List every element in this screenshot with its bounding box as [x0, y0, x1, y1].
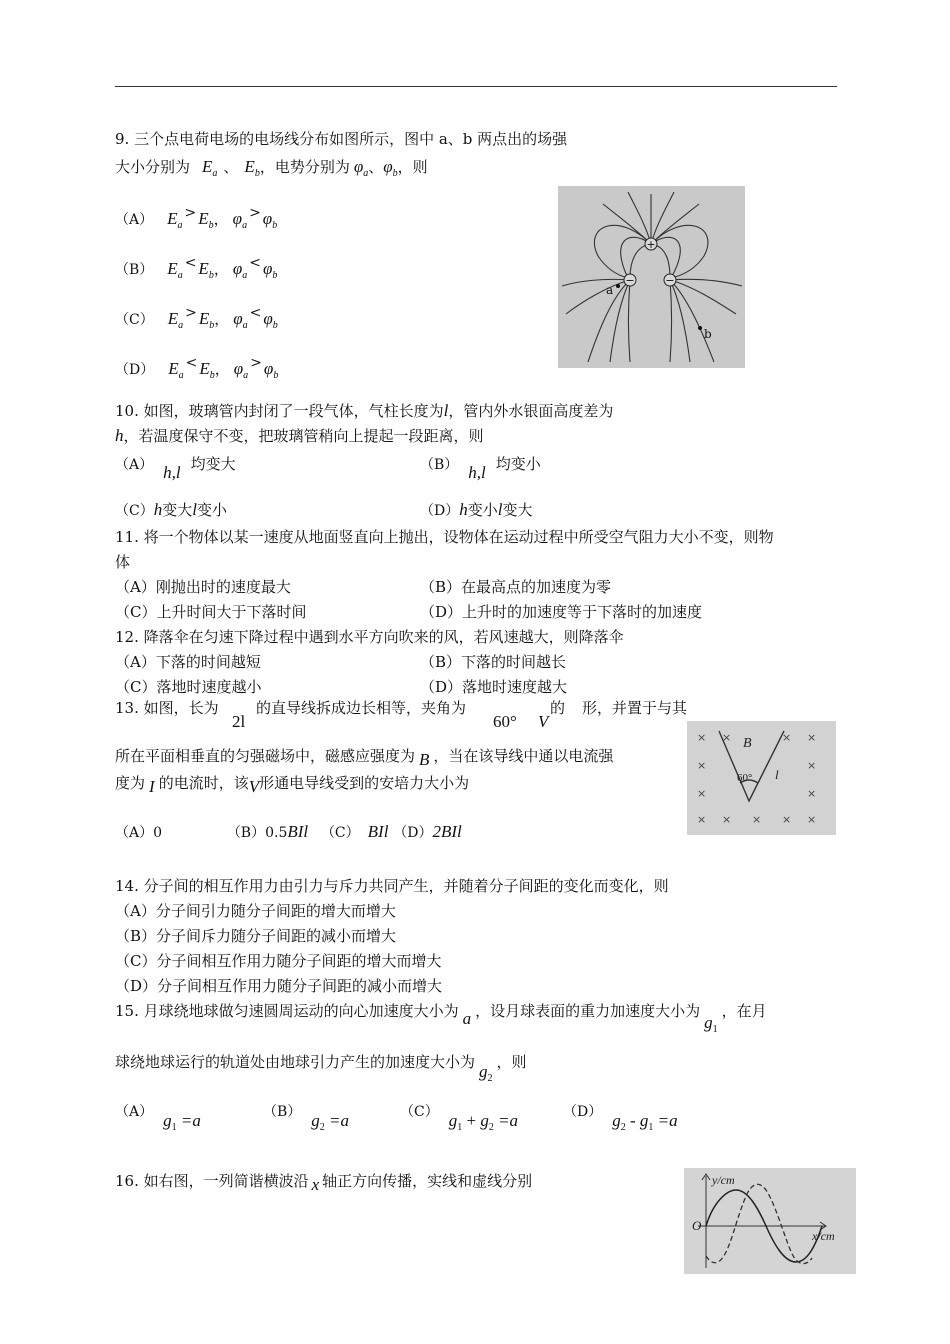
field-b-label: B	[743, 736, 752, 751]
q13-text-a: 13. 如图，长为	[115, 699, 219, 717]
q15-option-d: （D） $g_2 - g_1 =a$	[563, 1104, 678, 1133]
q14-option-d: （D）分子间相互作用力随分子间距的减小而增大	[115, 977, 443, 995]
q13-options: （A）0 （B）0.5BIl （C） BIl （D）2BIl	[115, 822, 462, 841]
q12-option-c: （C）落地时速度越小	[115, 678, 262, 696]
q13-v-symbol: V	[538, 712, 549, 731]
q15-option-a: （A） $g_1 =a$	[115, 1104, 201, 1133]
q16-line1: 16. 如右图，一列简谐横波沿 x 轴正方向传播，实线和虚线分别	[115, 1172, 533, 1194]
q11-option-d: （D）上升时的加速度等于下落时的加速度	[420, 603, 703, 621]
origin-label: O	[692, 1218, 702, 1233]
cross-mark: ×	[782, 813, 792, 826]
q13-line2: 所在平面相垂直的匀强磁场中，磁感应强度为 B ，当在该导线中通以电流强	[115, 747, 614, 769]
q12-line1: 12. 降落伞在匀速下降过程中遇到水平方向吹来的风，若风速越大，则降落伞	[115, 628, 624, 646]
q13-length-symbol: 2l	[232, 712, 246, 731]
q11-line1: 11. 将一个物体以某一速度从地面竖直向上抛出，设物体在运动过程中所受空气阻力大小不变，则物	[115, 528, 774, 546]
header-rule	[115, 86, 837, 87]
q15-line2: 球绕地球运行的轨道处由地球引力产生的加速度大小为 $g_2$，则	[115, 1053, 527, 1084]
q13-text-c: 的	[550, 699, 566, 717]
q11-option-b: （B）在最高点的加速度为零	[420, 578, 612, 596]
v-wire-figure	[687, 721, 836, 835]
wave-figure	[684, 1168, 856, 1274]
q10-option-a: （A） h,l 均变大	[115, 455, 236, 482]
q9-option-a: （A） $E_a> E_b$， $\varphi_a> \varphi_b$	[115, 205, 278, 231]
cross-mark: ×	[807, 787, 817, 800]
positive-charge-label: +	[646, 238, 656, 251]
q13-text-d: 形，并置于与其	[582, 699, 688, 717]
cross-mark: ×	[722, 813, 732, 826]
q14-option-a: （A）分子间引力随分子间距的增大而增大	[115, 902, 396, 920]
x-axis-label: x/cm	[812, 1229, 835, 1243]
cross-mark: ×	[697, 813, 707, 826]
q10-option-d: （D）h变小l变大	[420, 500, 533, 519]
point-b-label: b	[704, 327, 712, 341]
q13-line3: 度为 I 的电流时，该V形通电导线受到的安培力大小为	[115, 774, 470, 796]
cross-mark: ×	[807, 731, 817, 744]
q14-option-c: （C）分子间相互作用力随分子间距的增大而增大	[115, 952, 442, 970]
q9-line1: 9. 三个点电荷电场的电场线分布如图所示，图中 a、b 两点出的场强	[115, 130, 568, 148]
q11-option-a: （A）刚抛出时的速度最大	[115, 578, 291, 596]
q12-option-a: （A）下落的时间越短	[115, 653, 261, 671]
length-l-label: l	[775, 767, 779, 782]
y-axis-label: y/cm	[712, 1173, 735, 1187]
q9-option-c: （C） $E_a> E_b$， $\varphi_a< \varphi_b$	[115, 305, 278, 331]
q9-line2: 大小分别为 $E_a$ 、 $E_b$，电势分别为 $\varphi_a$、$\varphi_b$，则	[115, 157, 428, 179]
cross-mark: ×	[722, 731, 732, 744]
q13-angle-symbol: 60°	[493, 712, 517, 731]
q10-option-c: （C）h变大l变小	[115, 500, 227, 519]
q12-option-b: （B）下落的时间越长	[420, 653, 567, 671]
q10-option-b: （B） h,l 均变小	[420, 455, 541, 482]
negative-charge-left-label: −	[625, 274, 635, 287]
q15-line1: 15. 月球绕地球做匀速圆周运动的向心加速度大小为 a ，设月球表面的重力加速度大小为$g_1$，在月	[115, 1002, 767, 1035]
cross-mark: ×	[697, 731, 707, 744]
cross-mark: ×	[697, 759, 707, 772]
point-a-label: a	[606, 283, 614, 297]
q9-option-b: （B） $E_a< E_b$， $\varphi_a< \varphi_b$	[115, 255, 278, 281]
q10-line1: 10. 如图，玻璃管内封闭了一段气体，气柱长度为l，管内外水银面高度差为	[115, 401, 614, 420]
cross-mark: ×	[807, 813, 817, 826]
q10-line2: h，若温度保守不变，把玻璃管稍向上提起一段距离，则	[115, 426, 484, 445]
q11-option-c: （C）上升时间大于下落时间	[115, 603, 307, 621]
angle-label: 60°	[737, 772, 753, 784]
q15-option-c: （C） $g_1 + g_2 =a$	[400, 1104, 519, 1133]
q9-option-d: （D） $E_a< E_b$， $\varphi_a> \varphi_b$	[115, 355, 279, 381]
negative-charge-right-label: −	[665, 274, 675, 287]
cross-mark: ×	[752, 813, 762, 826]
q14-option-b: （B）分子间斥力随分子间距的减小而增大	[115, 927, 397, 945]
q12-option-d: （D）落地时速度越大	[420, 678, 568, 696]
q15-option-b: （B） $g_2 =a$	[263, 1104, 350, 1133]
q14-line1: 14. 分子间的相互作用力由引力与斥力共同产生，并随着分子间距的变化而变化，则	[115, 877, 669, 895]
cross-mark: ×	[697, 787, 707, 800]
field-lines-figure	[558, 186, 745, 368]
q11-line2: 体	[115, 553, 131, 571]
cross-mark: ×	[782, 731, 792, 744]
cross-mark: ×	[807, 759, 817, 772]
q13-text-b: 的直导线拆成边长相等，夹角为	[256, 699, 467, 717]
